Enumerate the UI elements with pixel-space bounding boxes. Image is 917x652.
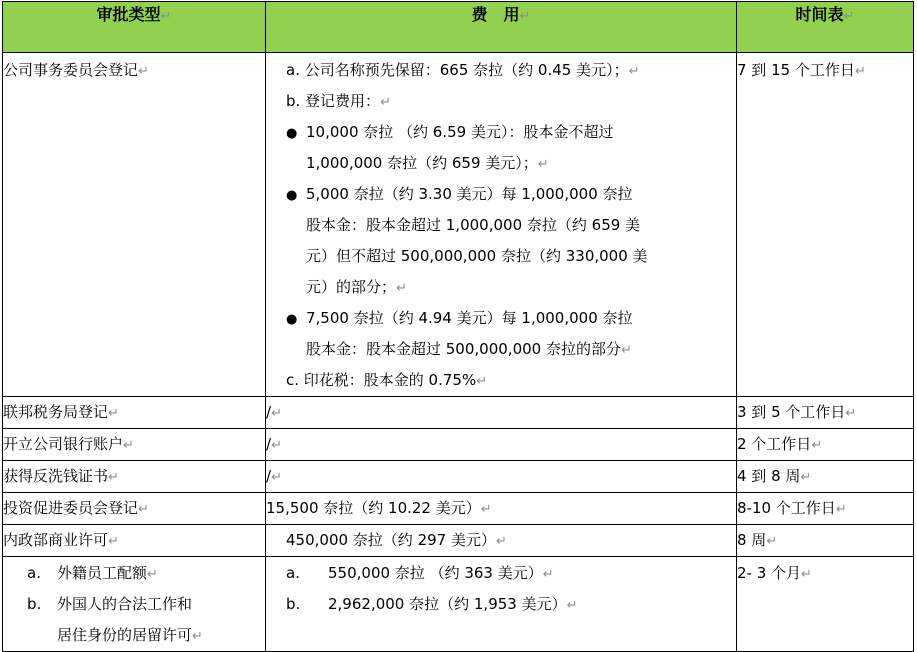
header-approval-type: 审批类型↵ (3, 2, 266, 53)
header-timeline: 时间表↵ (737, 2, 914, 53)
cell-fee: 450,000 奈拉（约 297 美元）↵ (266, 525, 737, 557)
table-row (3, 493, 914, 525)
table-header-row (3, 2, 914, 53)
cell-timeline: 7 到 15 个工作日↵ (737, 53, 914, 397)
cell-timeline: 8-10 个工作日↵ (737, 493, 914, 525)
cell-fee: /↵ (266, 397, 737, 429)
cell-approval-type: 获得反洗钱证书↵ (3, 461, 266, 493)
table-row (3, 53, 914, 397)
approval-fee-table (2, 1, 914, 652)
cell-fee: a. 公司名称预先保留：665 奈拉（约 0.45 美元）；↵ b. 登记费用：↵ ● 10,000 奈拉 （约 6.59 美元）：股本金不超过 1,000,000 奈拉（约 659 美元）；↵ ● 5,000 奈拉（约 3.30 美元）每 1,000,000 奈拉 股本金：股本金超过 1,000,000 奈拉（约 659 美 元）但不超过 500,000,000 奈拉（约 330,000 美 元）的部分；↵ ● 7,500 奈拉（约 4.94 美元）每 1,000,000 奈拉 股本金：股本金超过 500,000,000 奈拉的部分↵ c. 印花税：股本金的 0.75%↵ (266, 53, 737, 397)
cell-approval-type: 开立公司银行账户↵ (3, 429, 266, 461)
cell-timeline: 2- 3 个月↵ (737, 557, 914, 652)
cell-approval-type: a. 外籍员工配额↵ b. 外国人的合法工作和 居住身份的居留许可↵ (3, 557, 266, 652)
table-row (3, 397, 914, 429)
cell-timeline: 8 周↵ (737, 525, 914, 557)
table-row (3, 525, 914, 557)
cell-fee: /↵ (266, 461, 737, 493)
cell-approval-type: 内政部商业许可↵ (3, 525, 266, 557)
header-fee: 费 用↵ (266, 2, 737, 53)
bullet-icon: ● (286, 312, 298, 327)
cell-approval-type: 联邦税务局登记↵ (3, 397, 266, 429)
cell-fee: /↵ (266, 429, 737, 461)
cell-timeline: 2 个工作日↵ (737, 429, 914, 461)
bullet-icon: ● (286, 188, 298, 203)
cell-approval-type: 公司事务委员会登记↵ (3, 53, 266, 397)
cell-approval-type: 投资促进委员会登记↵ (3, 493, 266, 525)
table-row (3, 461, 914, 493)
cell-fee: a. 550,000 奈拉 （约 363 美元）↵ b. 2,962,000 奈拉（约 1,953 美元）↵ (266, 557, 737, 652)
cell-fee: 15,500 奈拉（约 10.22 美元）↵ (266, 493, 737, 525)
cell-timeline: 4 到 8 周↵ (737, 461, 914, 493)
cell-timeline: 3 到 5 个工作日↵ (737, 397, 914, 429)
table-row (3, 429, 914, 461)
table-row (3, 557, 914, 652)
bullet-icon: ● (286, 126, 298, 141)
